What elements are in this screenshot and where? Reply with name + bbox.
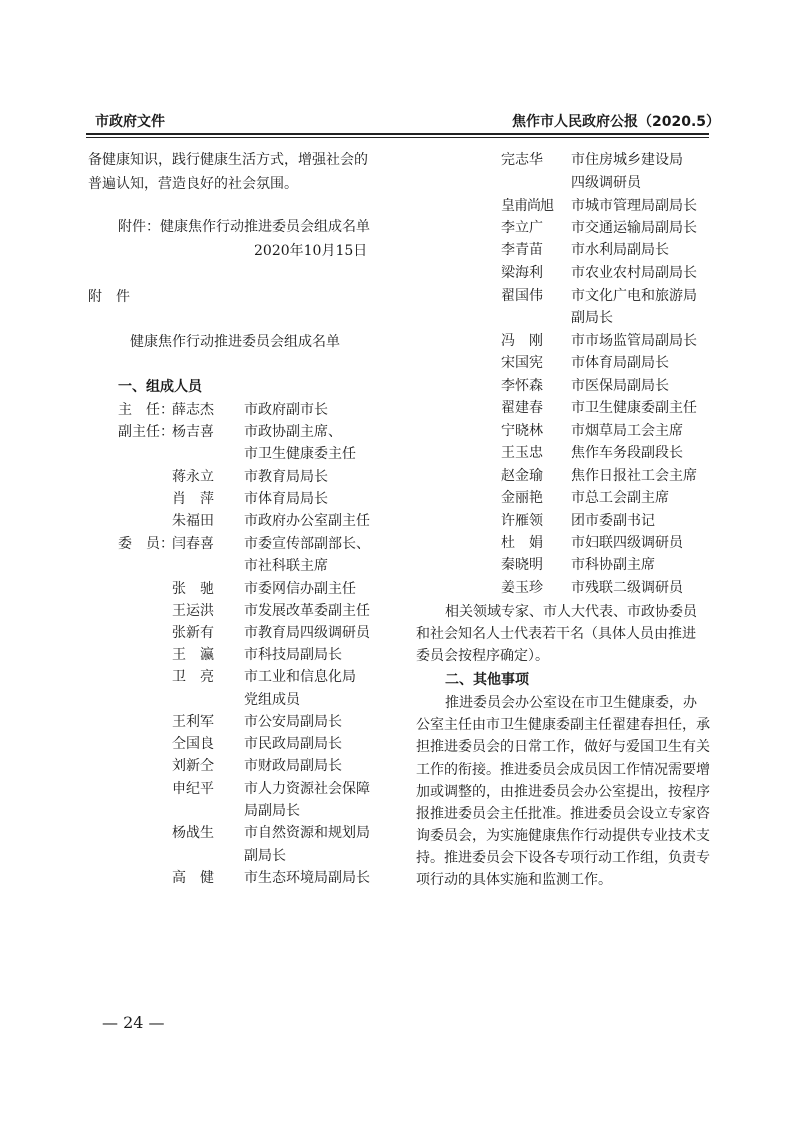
member-title: 市城市管理局副局长 bbox=[571, 198, 697, 214]
member-title: 市委网信办副主任 bbox=[244, 581, 356, 597]
section2-heading: 二、其他事项 bbox=[445, 672, 529, 688]
member-name: 许雁领 bbox=[501, 513, 543, 529]
document-title: 健康焦作行动推进委员会组成名单 bbox=[130, 334, 340, 350]
section2-line: 项行动的具体实施和监测工作。 bbox=[416, 872, 612, 888]
member-name: 王玉忠 bbox=[501, 445, 543, 461]
member-name: 皇甫尚旭 bbox=[501, 198, 553, 214]
member-name: 张 驰 bbox=[172, 581, 214, 597]
member-name: 仝国良 bbox=[172, 736, 214, 752]
deputy-name: 肖 萍 bbox=[172, 491, 214, 507]
member-title: 市民政局副局长 bbox=[244, 736, 342, 752]
member-title: 市妇联四级调研员 bbox=[571, 535, 683, 551]
member-name: 李立广 bbox=[501, 220, 543, 236]
header-right: 焦作市人民政府公报（2020.5） bbox=[512, 114, 721, 130]
member-title: 副局长 bbox=[571, 310, 613, 326]
member-title: 市文化广电和旅游局 bbox=[571, 288, 697, 304]
member-title: 市市场监管局副局长 bbox=[571, 333, 697, 349]
member-name: 申纪平 bbox=[172, 781, 214, 797]
section2-line: 担推进委员会的日常工作，做好与爱国卫生有关 bbox=[416, 739, 710, 755]
member-name: 宁晓林 bbox=[501, 423, 543, 439]
member-title: 市水利局副局长 bbox=[571, 242, 669, 258]
member-title: 市科协副主席 bbox=[571, 557, 655, 573]
member-name: 卫 亮 bbox=[172, 669, 214, 685]
member-name: 王利军 bbox=[172, 714, 214, 730]
section2-line: 推进委员会办公室设在市卫生健康委，办 bbox=[445, 695, 697, 711]
member-title: 市工业和信息化局 bbox=[244, 669, 356, 685]
deputy-title: 市教育局局长 bbox=[244, 469, 328, 485]
header-rule-thick bbox=[86, 133, 709, 135]
role-director: 主 任： bbox=[118, 402, 174, 418]
member-title: 市发展改革委副主任 bbox=[244, 603, 370, 619]
header-rule-thin bbox=[86, 137, 709, 138]
member-name: 冯 刚 bbox=[501, 333, 543, 349]
member-name: 梁海利 bbox=[501, 265, 543, 281]
attachment-note: 附件：健康焦作行动推进委员会组成名单 bbox=[118, 219, 370, 235]
role-members: 委 员： bbox=[118, 536, 174, 552]
member-name: 赵金瑜 bbox=[501, 468, 543, 484]
deputy-title-line-1: 市政协副主席、 bbox=[244, 424, 342, 440]
deputy-title: 市体育局局长 bbox=[244, 491, 328, 507]
role-deputy-director: 副主任： bbox=[118, 424, 174, 440]
section2-line: 加或调整的，由推进委员会办公室提出，按程序 bbox=[416, 784, 710, 800]
member-title: 市体育局副局长 bbox=[571, 355, 669, 371]
member-title: 市卫生健康委副主任 bbox=[571, 400, 697, 416]
deputy-name: 杨吉喜 bbox=[172, 424, 214, 440]
director-title: 市政府副市长 bbox=[244, 402, 328, 418]
header-left: 市政府文件 bbox=[95, 114, 165, 130]
member-title: 市公安局副局长 bbox=[244, 714, 342, 730]
member-name: 张新有 bbox=[172, 625, 214, 641]
member-title: 市交通运输局副局长 bbox=[571, 220, 697, 236]
member-name: 王运洪 bbox=[172, 603, 214, 619]
member-name: 杜 娟 bbox=[501, 535, 543, 551]
member-name: 李怀森 bbox=[501, 378, 543, 394]
member-title: 焦作日报社工会主席 bbox=[571, 468, 697, 484]
member-title: 市烟草局工会主席 bbox=[571, 423, 683, 439]
page-number: — 24 — bbox=[102, 1013, 165, 1032]
member-name: 宋国宪 bbox=[501, 355, 543, 371]
member-title: 局副局长 bbox=[244, 803, 300, 819]
deputy-title: 市政府办公室副主任 bbox=[244, 513, 370, 529]
member-title: 市教育局四级调研员 bbox=[244, 625, 370, 641]
member-title: 市医保局副局长 bbox=[571, 378, 669, 394]
member-title: 市总工会副主席 bbox=[571, 490, 669, 506]
member-name: 翟建春 bbox=[501, 400, 543, 416]
member-title: 市住房城乡建设局 bbox=[571, 152, 683, 168]
intro-line-1: 备健康知识，践行健康生活方式，增强社会的 bbox=[88, 152, 368, 168]
experts-line-3: 委员会按程序确定）。 bbox=[416, 648, 549, 664]
experts-line-1: 相关领域专家、市人大代表、市政协委员 bbox=[445, 604, 697, 620]
member-title: 市自然资源和规划局 bbox=[244, 825, 370, 841]
member-title: 团市委副书记 bbox=[571, 513, 655, 529]
document-date: 2020年10月15日 bbox=[254, 243, 368, 259]
member-title: 市残联二级调研员 bbox=[571, 580, 683, 596]
member-name: 姜玉珍 bbox=[501, 580, 543, 596]
member-title: 市社科联主席 bbox=[244, 558, 328, 574]
member-name: 高 健 bbox=[172, 870, 214, 886]
member-title: 市人力资源社会保障 bbox=[244, 781, 370, 797]
member-name: 李青苗 bbox=[501, 242, 543, 258]
experts-line-2: 和社会知名人士代表若干名（具体人员由推进 bbox=[416, 626, 696, 642]
member-name: 完志华 bbox=[501, 152, 543, 168]
member-title: 四级调研员 bbox=[571, 175, 641, 191]
member-name: 秦晓明 bbox=[501, 557, 543, 573]
section2-line: 询委员会，为实施健康焦作行动提供专业技术支 bbox=[416, 828, 710, 844]
section2-line: 工作的衔接。推进委员会成员因工作情况需要增 bbox=[416, 762, 710, 778]
appendix-label: 附 件 bbox=[88, 289, 130, 305]
director-name: 薛志杰 bbox=[172, 402, 214, 418]
member-name: 王 瀛 bbox=[172, 647, 214, 663]
member-title: 市生态环境局副局长 bbox=[244, 870, 370, 886]
deputy-name: 朱福田 bbox=[172, 513, 214, 529]
member-title: 市科技局副局长 bbox=[244, 647, 342, 663]
member-name: 杨战生 bbox=[172, 825, 214, 841]
member-name: 翟国伟 bbox=[501, 288, 543, 304]
section1-heading: 一、组成人员 bbox=[118, 379, 202, 395]
intro-line-2: 普遍认知，营造良好的社会氛围。 bbox=[88, 176, 298, 192]
member-title: 市财政局副局长 bbox=[244, 758, 342, 774]
member-title: 党组成员 bbox=[244, 692, 300, 708]
member-title: 焦作车务段副段长 bbox=[571, 445, 683, 461]
section2-line: 公室主任由市卫生健康委副主任翟建春担任，承 bbox=[416, 717, 710, 733]
member-title: 副局长 bbox=[244, 848, 286, 864]
deputy-title-line-2: 市卫生健康委主任 bbox=[244, 446, 356, 462]
section2-line: 报推进委员会主任批准。推进委员会设立专家咨 bbox=[416, 806, 710, 822]
member-name: 闫春喜 bbox=[172, 536, 214, 552]
member-name: 金丽艳 bbox=[501, 490, 543, 506]
section2-line: 持。推进委员会下设各专项行动工作组，负责专 bbox=[416, 850, 710, 866]
member-name: 刘新仝 bbox=[172, 758, 214, 774]
member-title: 市委宣传部副部长、 bbox=[244, 536, 370, 552]
member-title: 市农业农村局副局长 bbox=[571, 265, 697, 281]
deputy-name: 蒋永立 bbox=[172, 469, 214, 485]
